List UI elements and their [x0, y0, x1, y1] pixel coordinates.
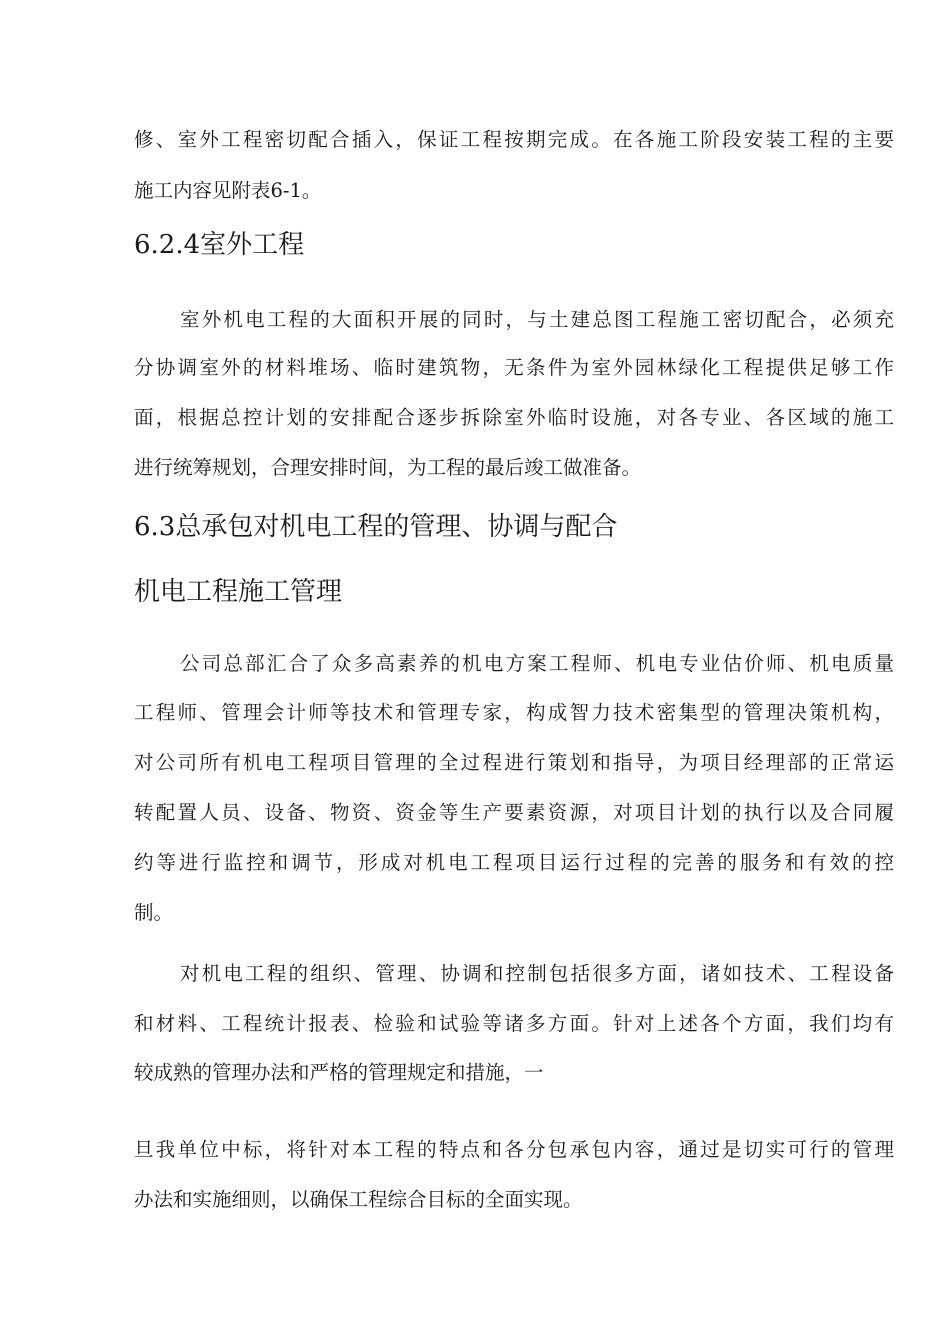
text-line: 较成熟的管理办法和严格的管理规定和措施，一 [134, 1061, 544, 1084]
text-line: 室外机电工程的大面积开展的同时，与土建总图工程施工密切配合，必须充 [180, 308, 894, 331]
text-line: 修、室外工程密切配合插入，保证工程按期完成。在各施工阶段安装工程的主要 [134, 128, 894, 151]
text-line: 分协调室外的材料堆场、临时建筑物，无条件为室外园林绿化工程提供足够工作 [134, 356, 894, 379]
subsection-heading-mep-management: 机电工程施工管理 [134, 577, 343, 607]
text-line: 约等进行监控和调节，形成对机电工程项目运行过程的完善的服务和有效的控 [134, 851, 894, 874]
text-line: 面，根据总控计划的安排配合逐步拆除室外临时设施，对各专业、各区域的施工 [134, 406, 894, 429]
text-line: 对公司所有机电工程项目管理的全过程进行策划和指导，为项目经理部的正常运 [134, 751, 894, 774]
section-heading-6-3: 6.3总承包对机电工程的管理、协调与配合 [134, 512, 618, 542]
text-line: 办法和实施细则，以确保工程综合目标的全面实现。 [134, 1188, 583, 1211]
text-line: 制。 [134, 901, 174, 924]
text-line: 进行统筹规划，合理安排时间，为工程的最后竣工做准备。 [134, 456, 642, 479]
text-line: 公司总部汇合了众多高素养的机电方案工程师、机电专业估价师、机电质量 [180, 652, 894, 675]
text-line: 和材料、工程统计报表、检验和试验等诸多方面。针对上述各个方面，我们均有 [134, 1012, 894, 1035]
text-line: 转配置人员、设备、物资、资金等生产要素资源，对项目计划的执行以及合同履 [134, 801, 894, 824]
text-line: 对机电工程的组织、管理、协调和控制包括很多方面，诸如技术、工程设备 [180, 962, 894, 985]
section-heading-6-2-4: 6.2.4室外工程 [134, 230, 305, 260]
text-line: 旦我单位中标，将针对本工程的特点和各分包承包内容，通过是切实可行的管理 [134, 1138, 894, 1161]
text-line: 工程师、管理会计师等技术和管理专家，构成智力技术密集型的管理决策机构， [134, 701, 894, 724]
text-line: 施工内容见附表6-1。 [134, 179, 322, 202]
